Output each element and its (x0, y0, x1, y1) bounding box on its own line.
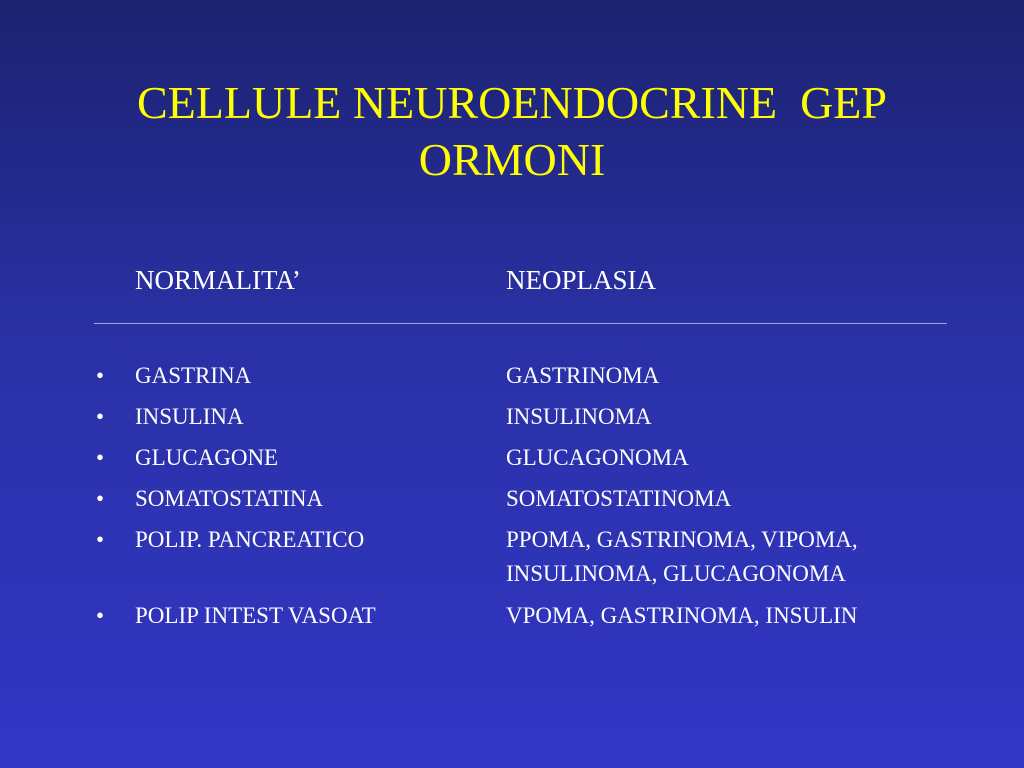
column-header-neoplasia: NEOPLASIA (506, 265, 657, 295)
neoplasia-cell (506, 523, 976, 591)
list-item (0, 599, 1024, 640)
normal-hormone: GASTRINA (135, 363, 252, 388)
hormone-list (0, 359, 1024, 640)
slide-title-line-2: ORMONI (418, 134, 606, 185)
neoplasia-line: GLUCAGONOMA (506, 445, 689, 470)
neoplasia-line: VPOMA, GASTRINOMA, INSULIN (506, 603, 858, 628)
neoplasia-line: SOMATOSTATINOMA (506, 486, 732, 511)
neoplasia-line: INSULINOMA (506, 404, 652, 429)
bullet-glyph: • (96, 445, 105, 470)
neoplasia-cell (506, 441, 976, 475)
normal-hormone: POLIP. PANCREATICO (135, 527, 365, 552)
bullet-glyph: • (96, 527, 105, 552)
normal-hormone: GLUCAGONE (135, 445, 279, 470)
neoplasia-line: GASTRINOMA (506, 363, 660, 388)
list-item (0, 359, 1024, 400)
bullet-glyph: • (96, 404, 105, 429)
neoplasia-line: INSULINOMA, GLUCAGONOMA (506, 561, 846, 586)
list-item (0, 482, 1024, 523)
list-item (0, 523, 1024, 599)
bullet-glyph: • (96, 486, 105, 511)
header-divider (94, 323, 947, 324)
neoplasia-cell (506, 482, 976, 516)
list-item (0, 441, 1024, 482)
list-item (0, 400, 1024, 441)
column-header-normalita: NORMALITA’ (135, 265, 301, 295)
neoplasia-cell (506, 359, 976, 393)
bullet-glyph: • (96, 603, 105, 628)
bullet-glyph: • (96, 363, 105, 388)
neoplasia-line: PPOMA, GASTRINOMA, VIPOMA, (506, 527, 858, 552)
slide-title (0, 74, 1024, 188)
neoplasia-cell (506, 599, 976, 633)
normal-hormone: INSULINA (135, 404, 244, 429)
normal-hormone: SOMATOSTATINA (135, 486, 324, 511)
slide-title-line-1: CELLULE NEUROENDOCRINE GEP (137, 77, 887, 128)
neoplasia-cell (506, 400, 976, 434)
normal-hormone: POLIP INTEST VASOAT (135, 603, 376, 628)
